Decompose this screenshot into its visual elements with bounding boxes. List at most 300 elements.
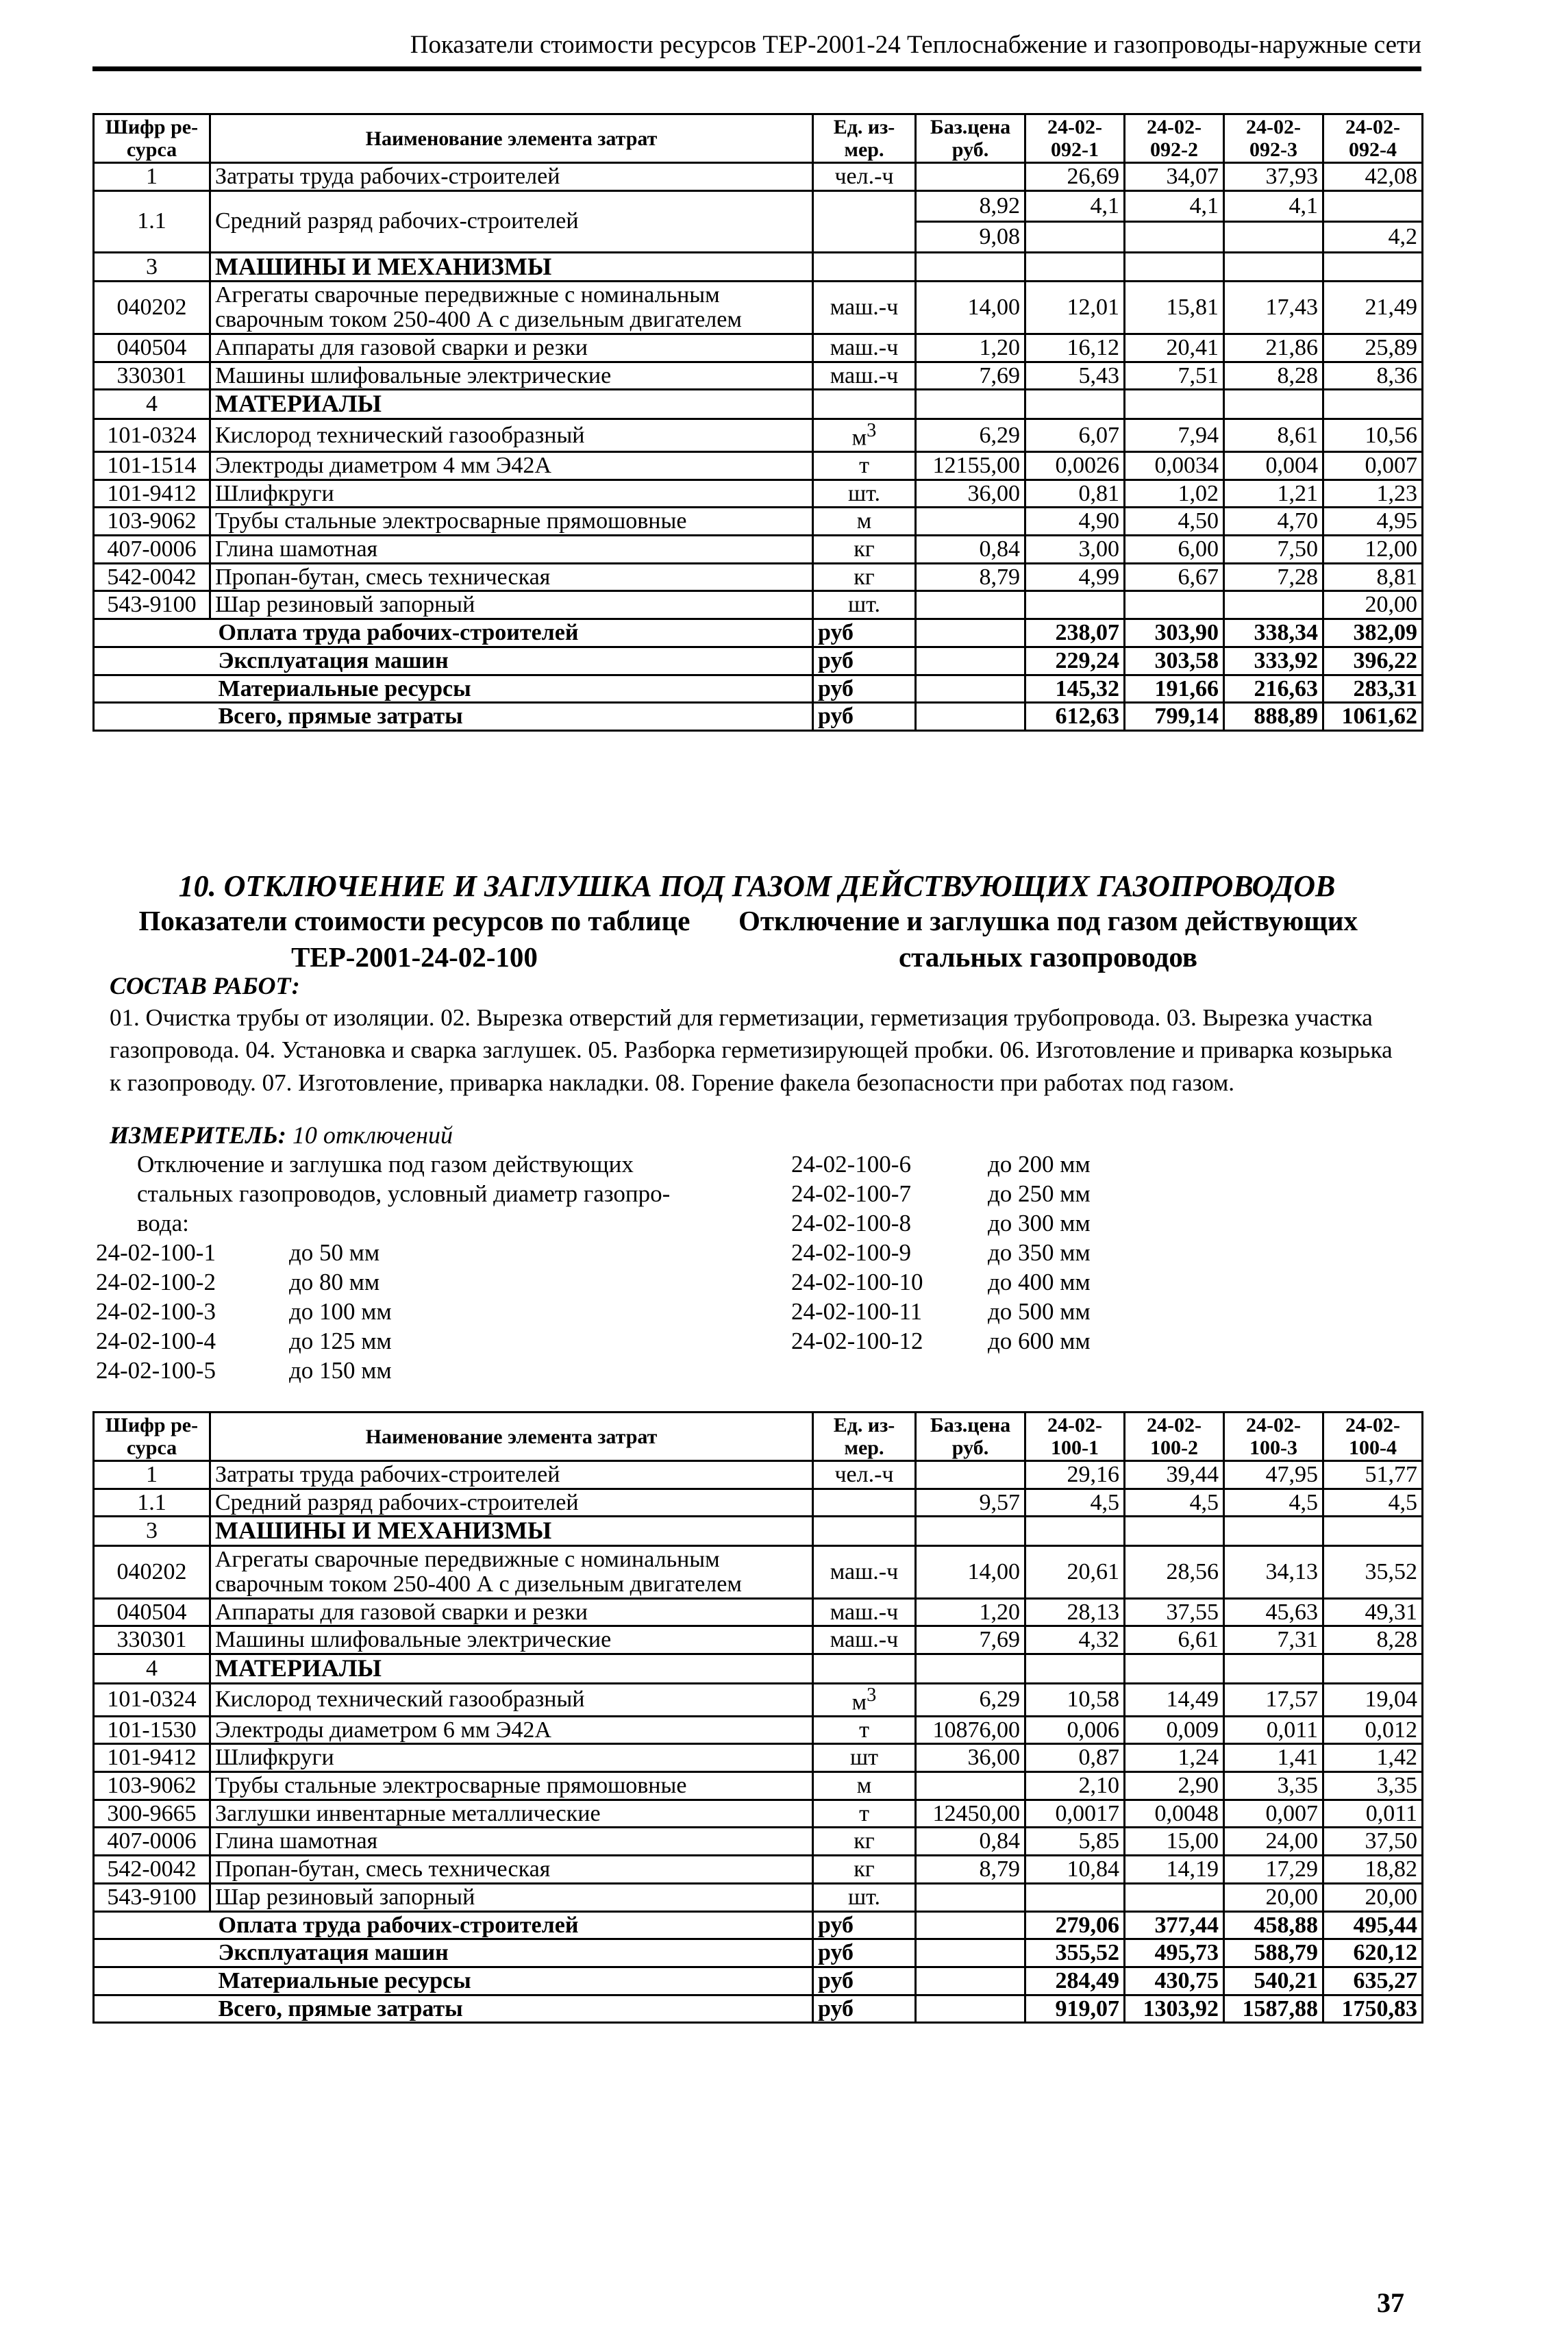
total-value-2: 303,58 — [1125, 647, 1224, 675]
total-value-3: 1587,88 — [1224, 1995, 1323, 2023]
norm-value-4: 0,011 — [1323, 1800, 1423, 1828]
resource-name: Пропан-бутан, смесь техническая — [210, 1856, 813, 1884]
unit-cell — [813, 452, 916, 480]
unit-cell — [813, 1461, 916, 1489]
total-value-4: 396,22 — [1323, 647, 1423, 675]
unit-cell — [813, 1489, 916, 1517]
empty-cell — [916, 1939, 1025, 1967]
norm-value-1: 26,69 — [1025, 163, 1125, 191]
base-price — [916, 1461, 1025, 1489]
meter-code: 24-02-100-1 — [96, 1239, 216, 1266]
total-value-1: 279,06 — [1025, 1911, 1125, 1939]
works-text: 01. Очистка трубы от изоляции. 02. Вырезка отверстий для герметизации, герметизация трубопровода. 03. Вырезка участка газопровода. 04. Установка и сварка заглушек. 05. Разборка герметизирующей пробки. 06. Изготовление и приварка козырька к газопроводу. 07. Изготовление, приварка накладки. 08. Горение факела безопасности при работах под газом. — [110, 1004, 1393, 1096]
section-code: 4 — [94, 1654, 210, 1683]
total-value-1: 355,52 — [1025, 1939, 1125, 1967]
norm-value-4: 8,36 — [1323, 362, 1423, 390]
norm-value-3: 7,50 — [1224, 536, 1323, 564]
section-subtitle-right — [726, 903, 1370, 976]
base-price: 1,20 — [916, 1598, 1025, 1626]
norm-value-1: 4,5 — [1025, 1489, 1125, 1517]
norm-value-3: 7,28 — [1224, 563, 1323, 591]
resource-name: Кислород технический газообразный — [210, 419, 813, 452]
total-name: Всего, прямые затраты — [210, 1995, 813, 2023]
meter-diameter: до 100 мм — [289, 1298, 392, 1325]
empty-cell — [1125, 1517, 1224, 1546]
meter-code: 24-02-100-3 — [96, 1298, 216, 1325]
norm-value-4: 20,00 — [1323, 1883, 1423, 1911]
total-row — [94, 1911, 1423, 1939]
resource-name: Трубы стальные электросварные прямошовные — [210, 508, 813, 536]
unit-text: маш.-ч — [830, 1559, 899, 1585]
material-row — [94, 1800, 1423, 1828]
norm-value-3 — [1224, 591, 1323, 619]
meter-code: 24-02-100-9 — [791, 1239, 911, 1266]
base-price: 10876,00 — [916, 1716, 1025, 1744]
unit-text: шт — [849, 1745, 879, 1771]
section-name: МАТЕРИАЛЫ — [210, 390, 813, 419]
col-base-price-header: Баз.цена руб. — [916, 114, 1025, 163]
empty-cell — [916, 1967, 1025, 1995]
total-value-1: 145,32 — [1025, 675, 1125, 703]
unit-text: т — [859, 1800, 869, 1826]
meter-value: 10 отключений — [292, 1121, 453, 1149]
total-value-3: 888,89 — [1224, 703, 1323, 731]
empty-cell — [1125, 390, 1224, 419]
resource-name: Заглушки инвентарные металлические — [210, 1800, 813, 1828]
meter-code: 24-02-100-10 — [791, 1269, 923, 1295]
total-value-4: 495,44 — [1323, 1911, 1423, 1939]
labor-row — [94, 163, 1423, 191]
resource-code: 040504 — [94, 1598, 210, 1626]
unit-superscript: 3 — [867, 420, 877, 442]
norm-value-3: 37,93 — [1224, 163, 1323, 191]
total-unit: руб — [813, 647, 916, 675]
norm-value-2: 7,51 — [1125, 362, 1224, 390]
section-name: МАШИНЫ И МЕХАНИЗМЫ — [210, 1517, 813, 1546]
norm-value-1: 4,90 — [1025, 508, 1125, 536]
col-unit-header: Ед. из-мер. — [813, 1413, 916, 1461]
meter-description-line-2: стальных газопроводов, условный диаметр газопро- — [137, 1180, 671, 1207]
unit-cell — [813, 508, 916, 536]
meter-code: 24-02-100-8 — [791, 1210, 911, 1236]
norm-value-1: 0,81 — [1025, 480, 1125, 508]
unit-text: маш.-ч — [830, 362, 899, 388]
unit-text: маш.-ч — [830, 334, 899, 360]
labor-row — [94, 1461, 1423, 1489]
col-norm-4-header: 24-02-092-4 — [1323, 114, 1423, 163]
unit-text: т — [859, 453, 869, 479]
empty-cell — [1323, 252, 1423, 282]
norm-value-3: 3,35 — [1224, 1772, 1323, 1800]
empty-cell — [1025, 252, 1125, 282]
col-norm-4-header: 24-02-100-4 — [1323, 1413, 1423, 1461]
unit-cell — [813, 1800, 916, 1828]
resource-code: 1 — [94, 1461, 210, 1489]
norm-value-1: 5,85 — [1025, 1828, 1125, 1856]
norm-value-1 — [1025, 1883, 1125, 1911]
page-header — [92, 30, 1421, 71]
norm-value-2: 2,90 — [1125, 1772, 1224, 1800]
col-code-header: Шифр ре-сурса — [94, 114, 210, 163]
col-norm-2-header: 24-02-100-2 — [1125, 1413, 1224, 1461]
material-row — [94, 1716, 1423, 1744]
norm-value-4: 18,82 — [1323, 1856, 1423, 1884]
unit-cell — [813, 1546, 916, 1598]
norm-value-3: 17,29 — [1224, 1856, 1323, 1884]
unit-superscript: 3 — [867, 1684, 877, 1706]
norm-value-3: 0,011 — [1224, 1716, 1323, 1744]
col-norm-3-header: 24-02-092-3 — [1224, 114, 1323, 163]
total-value-3: 588,79 — [1224, 1939, 1323, 1967]
norm-value-1: 28,13 — [1025, 1598, 1125, 1626]
machine-row — [94, 1546, 1423, 1598]
resource-code: 040202 — [94, 1546, 210, 1598]
base-price: 0,84 — [916, 1828, 1025, 1856]
resource-name: Затраты труда рабочих-строителей — [210, 163, 813, 191]
resource-name: Аппараты для газовой сварки и резки — [210, 334, 813, 362]
resource-name: Агрегаты сварочные передвижные с номинальным сварочным током 250-400 А с дизельным двигателем — [210, 1546, 813, 1598]
col-base-price-header: Баз.цена руб. — [916, 1413, 1025, 1461]
unit-cell — [813, 1828, 916, 1856]
resource-name: Агрегаты сварочные передвижные с номинальным сварочным током 250-400 А с дизельным двигателем — [210, 282, 813, 334]
total-row — [94, 1995, 1423, 2023]
norm-value-1: 10,84 — [1025, 1856, 1125, 1884]
empty-cell — [94, 647, 210, 675]
unit-text: шт. — [848, 480, 880, 506]
empty-cell — [94, 1939, 210, 1967]
meter-label-row — [110, 1121, 453, 1149]
norm-value-3: 1,21 — [1224, 480, 1323, 508]
meter-code: 24-02-100-2 — [96, 1269, 216, 1295]
resource-name: Шлифкруги — [210, 1744, 813, 1772]
base-price: 6,29 — [916, 1683, 1025, 1716]
total-name: Материальные ресурсы — [210, 1967, 813, 1995]
total-row — [94, 675, 1423, 703]
meter-code: 24-02-100-5 — [96, 1357, 216, 1384]
empty-cell — [1224, 1654, 1323, 1683]
resource-table-2 — [92, 1411, 1423, 2024]
unit-cell — [813, 1856, 916, 1884]
subtitle-right-line-2: стальных газопроводов — [898, 941, 1198, 973]
total-value-1: 238,07 — [1025, 619, 1125, 647]
base-price: 8,92 — [916, 190, 1025, 221]
empty-cell — [813, 390, 916, 419]
unit-text: м — [856, 1773, 872, 1799]
base-price: 1,20 — [916, 334, 1025, 362]
total-name: Оплата труда рабочих-строителей — [210, 1911, 813, 1939]
total-value-4: 1750,83 — [1323, 1995, 1423, 2023]
empty-cell — [1323, 1654, 1423, 1683]
norm-value-4: 21,49 — [1323, 282, 1423, 334]
total-unit: руб — [813, 1939, 916, 1967]
norm-value-1: 2,10 — [1025, 1772, 1125, 1800]
unit-text: кг — [854, 1828, 875, 1854]
material-row — [94, 1856, 1423, 1884]
total-value-4: 620,12 — [1323, 1939, 1423, 1967]
grade-row — [94, 190, 1423, 221]
resource-name: Шлифкруги — [210, 480, 813, 508]
empty-cell — [1125, 1654, 1224, 1683]
unit-text: м — [856, 508, 872, 534]
section-code: 4 — [94, 390, 210, 419]
norm-value-2 — [1125, 221, 1224, 252]
total-value-2: 495,73 — [1125, 1939, 1224, 1967]
total-value-4: 382,09 — [1323, 619, 1423, 647]
resource-name: Средний разряд рабочих-строителей — [210, 1489, 813, 1517]
total-unit: руб — [813, 703, 916, 731]
norm-value-2: 6,00 — [1125, 536, 1224, 564]
resource-name: Аппараты для газовой сварки и резки — [210, 1598, 813, 1626]
empty-cell — [916, 703, 1025, 731]
norm-value-4: 1,23 — [1323, 480, 1423, 508]
empty-cell — [94, 619, 210, 647]
meter-code: 24-02-100-4 — [96, 1328, 216, 1354]
norm-value-2: 39,44 — [1125, 1461, 1224, 1489]
total-row — [94, 703, 1423, 731]
norm-value-1: 29,16 — [1025, 1461, 1125, 1489]
section-code: 3 — [94, 1517, 210, 1546]
norm-value-4: 35,52 — [1323, 1546, 1423, 1598]
total-value-1: 229,24 — [1025, 647, 1125, 675]
meter-diameter: до 200 мм — [988, 1151, 1091, 1178]
total-name: Оплата труда рабочих-строителей — [210, 619, 813, 647]
unit-cell — [813, 591, 916, 619]
section-row — [94, 1654, 1423, 1683]
empty-cell — [1025, 390, 1125, 419]
unit-text: кг — [854, 1856, 875, 1882]
material-row — [94, 1683, 1423, 1716]
empty-cell — [916, 1911, 1025, 1939]
resource-code: 542-0042 — [94, 1856, 210, 1884]
table-header-row — [94, 1413, 1423, 1461]
resource-code: 101-1530 — [94, 1716, 210, 1744]
norm-value-4: 51,77 — [1323, 1461, 1423, 1489]
norm-value-3: 20,00 — [1224, 1883, 1323, 1911]
base-price: 7,69 — [916, 362, 1025, 390]
meter-diameter: до 80 мм — [289, 1269, 380, 1295]
subtitle-left-line-2: ТЕР-2001-24-02-100 — [291, 941, 538, 973]
norm-value-3 — [1224, 221, 1323, 252]
resource-name: Шар резиновый запорный — [210, 1883, 813, 1911]
norm-value-4: 0,007 — [1323, 452, 1423, 480]
norm-value-4: 8,28 — [1323, 1626, 1423, 1654]
total-value-2: 1303,92 — [1125, 1995, 1224, 2023]
norm-value-3: 4,70 — [1224, 508, 1323, 536]
total-value-2: 303,90 — [1125, 619, 1224, 647]
material-row — [94, 452, 1423, 480]
resource-code: 101-1514 — [94, 452, 210, 480]
empty-cell — [1224, 252, 1323, 282]
base-price: 0,84 — [916, 536, 1025, 564]
material-row — [94, 536, 1423, 564]
norm-value-1: 12,01 — [1025, 282, 1125, 334]
norm-value-4: 10,56 — [1323, 419, 1423, 452]
resource-name: Машины шлифовальные электрические — [210, 362, 813, 390]
unit-text: шт. — [848, 1884, 880, 1910]
col-norm-1-header: 24-02-092-1 — [1025, 114, 1125, 163]
norm-value-2: 34,07 — [1125, 163, 1224, 191]
total-value-2: 191,66 — [1125, 675, 1224, 703]
total-name: Материальные ресурсы — [210, 675, 813, 703]
norm-value-1: 0,87 — [1025, 1744, 1125, 1772]
total-name: Эксплуатация машин — [210, 1939, 813, 1967]
norm-value-2: 6,61 — [1125, 1626, 1224, 1654]
norm-value-1: 5,43 — [1025, 362, 1125, 390]
total-value-4: 635,27 — [1323, 1967, 1423, 1995]
col-name-header: Наименование элемента затрат — [210, 1413, 813, 1461]
unit-cell — [813, 1883, 916, 1911]
subtitle-left-line-1: Показатели стоимости ресурсов по таблице — [138, 905, 690, 936]
norm-value-4: 25,89 — [1323, 334, 1423, 362]
meter-code: 24-02-100-11 — [791, 1298, 923, 1325]
resource-name: Пропан-бутан, смесь техническая — [210, 563, 813, 591]
total-row — [94, 647, 1423, 675]
empty-cell — [916, 675, 1025, 703]
total-value-1: 612,63 — [1025, 703, 1125, 731]
resource-code: 330301 — [94, 1626, 210, 1654]
norm-value-4: 49,31 — [1323, 1598, 1423, 1626]
section-name: МАТЕРИАЛЫ — [210, 1654, 813, 1683]
unit-cell — [813, 480, 916, 508]
total-row — [94, 1967, 1423, 1995]
table-header-row — [94, 114, 1423, 163]
total-value-2: 430,75 — [1125, 1967, 1224, 1995]
norm-value-4: 4,2 — [1323, 221, 1423, 252]
resource-name: Трубы стальные электросварные прямошовные — [210, 1772, 813, 1800]
resource-code: 542-0042 — [94, 563, 210, 591]
norm-value-1 — [1025, 591, 1125, 619]
material-row — [94, 508, 1423, 536]
section-subtitle-left — [92, 903, 736, 976]
section-code: 3 — [94, 252, 210, 282]
norm-value-2: 0,0034 — [1125, 452, 1224, 480]
empty-cell — [916, 252, 1025, 282]
machine-row — [94, 1626, 1423, 1654]
empty-cell — [916, 1995, 1025, 2023]
resource-name: Кислород технический газообразный — [210, 1683, 813, 1716]
norm-value-3: 45,63 — [1224, 1598, 1323, 1626]
meter-code: 24-02-100-12 — [791, 1328, 923, 1354]
norm-value-4: 4,5 — [1323, 1489, 1423, 1517]
total-value-3: 216,63 — [1224, 675, 1323, 703]
unit-cell — [813, 536, 916, 564]
resource-code: 1 — [94, 163, 210, 191]
empty-cell — [1125, 252, 1224, 282]
grade-row — [94, 1489, 1423, 1517]
resource-name: Средний разряд рабочих-строителей — [210, 190, 813, 252]
norm-value-1: 10,58 — [1025, 1683, 1125, 1716]
unit-cell — [813, 1626, 916, 1654]
meter-diameter: до 350 мм — [988, 1239, 1091, 1266]
resource-code: 407-0006 — [94, 536, 210, 564]
base-price: 7,69 — [916, 1626, 1025, 1654]
norm-value-1: 6,07 — [1025, 419, 1125, 452]
norm-value-3: 0,007 — [1224, 1800, 1323, 1828]
material-row — [94, 591, 1423, 619]
empty-cell — [813, 1517, 916, 1546]
unit-cell — [813, 190, 916, 252]
machine-row — [94, 362, 1423, 390]
norm-value-3: 8,28 — [1224, 362, 1323, 390]
norm-value-3: 21,86 — [1224, 334, 1323, 362]
norm-value-2: 0,009 — [1125, 1716, 1224, 1744]
norm-value-3: 7,31 — [1224, 1626, 1323, 1654]
norm-value-2: 20,41 — [1125, 334, 1224, 362]
total-value-4: 283,31 — [1323, 675, 1423, 703]
norm-value-2 — [1125, 591, 1224, 619]
norm-value-3: 47,95 — [1224, 1461, 1323, 1489]
norm-value-3: 17,57 — [1224, 1683, 1323, 1716]
unit-cell — [813, 419, 916, 452]
norm-value-1: 4,99 — [1025, 563, 1125, 591]
empty-cell — [94, 1995, 210, 2023]
section-row — [94, 1517, 1423, 1546]
empty-cell — [916, 647, 1025, 675]
norm-value-2: 4,1 — [1125, 190, 1224, 221]
total-value-3: 540,21 — [1224, 1967, 1323, 1995]
unit-text: маш.-ч — [830, 1627, 899, 1653]
norm-value-3: 1,41 — [1224, 1744, 1323, 1772]
base-price — [916, 508, 1025, 536]
resource-code: 407-0006 — [94, 1828, 210, 1856]
resource-code: 1.1 — [94, 1489, 210, 1517]
norm-value-2: 4,50 — [1125, 508, 1224, 536]
col-unit-header: Ед. из-мер. — [813, 114, 916, 163]
norm-value-2: 1,24 — [1125, 1744, 1224, 1772]
norm-value-2: 7,94 — [1125, 419, 1224, 452]
empty-cell — [94, 703, 210, 731]
norm-value-3: 4,5 — [1224, 1489, 1323, 1517]
norm-value-2: 15,81 — [1125, 282, 1224, 334]
empty-cell — [1323, 1517, 1423, 1546]
unit-text: шт. — [848, 592, 880, 618]
norm-value-1: 16,12 — [1025, 334, 1125, 362]
total-unit: руб — [813, 619, 916, 647]
material-row — [94, 480, 1423, 508]
resource-name: Глина шамотная — [210, 1828, 813, 1856]
empty-cell — [813, 1654, 916, 1683]
unit-cell — [813, 282, 916, 334]
base-price — [916, 591, 1025, 619]
empty-cell — [1323, 390, 1423, 419]
meter-diameter: до 400 мм — [988, 1269, 1091, 1295]
unit-cell — [813, 1683, 916, 1716]
resource-code: 101-9412 — [94, 1744, 210, 1772]
meter-diameter: до 600 мм — [988, 1328, 1091, 1354]
base-price: 9,57 — [916, 1489, 1025, 1517]
resource-code: 040504 — [94, 334, 210, 362]
total-value-1: 284,49 — [1025, 1967, 1125, 1995]
material-row — [94, 1828, 1423, 1856]
base-price: 36,00 — [916, 1744, 1025, 1772]
norm-value-4: 8,81 — [1323, 563, 1423, 591]
empty-cell — [94, 675, 210, 703]
norm-value-4: 42,08 — [1323, 163, 1423, 191]
machine-row — [94, 334, 1423, 362]
meter-code: 24-02-100-6 — [791, 1151, 911, 1178]
norm-value-3: 8,61 — [1224, 419, 1323, 452]
norm-value-1: 0,006 — [1025, 1716, 1125, 1744]
empty-cell — [1224, 1517, 1323, 1546]
meter-code: 24-02-100-7 — [791, 1180, 911, 1207]
resource-name: Электроды диаметром 4 мм Э42А — [210, 452, 813, 480]
resource-code: 101-0324 — [94, 419, 210, 452]
resource-code: 040202 — [94, 282, 210, 334]
resource-code: 101-9412 — [94, 480, 210, 508]
unit-text: чел.-ч — [834, 164, 894, 189]
resource-table-1 — [92, 113, 1423, 732]
resource-name: Электроды диаметром 6 мм Э42А — [210, 1716, 813, 1744]
